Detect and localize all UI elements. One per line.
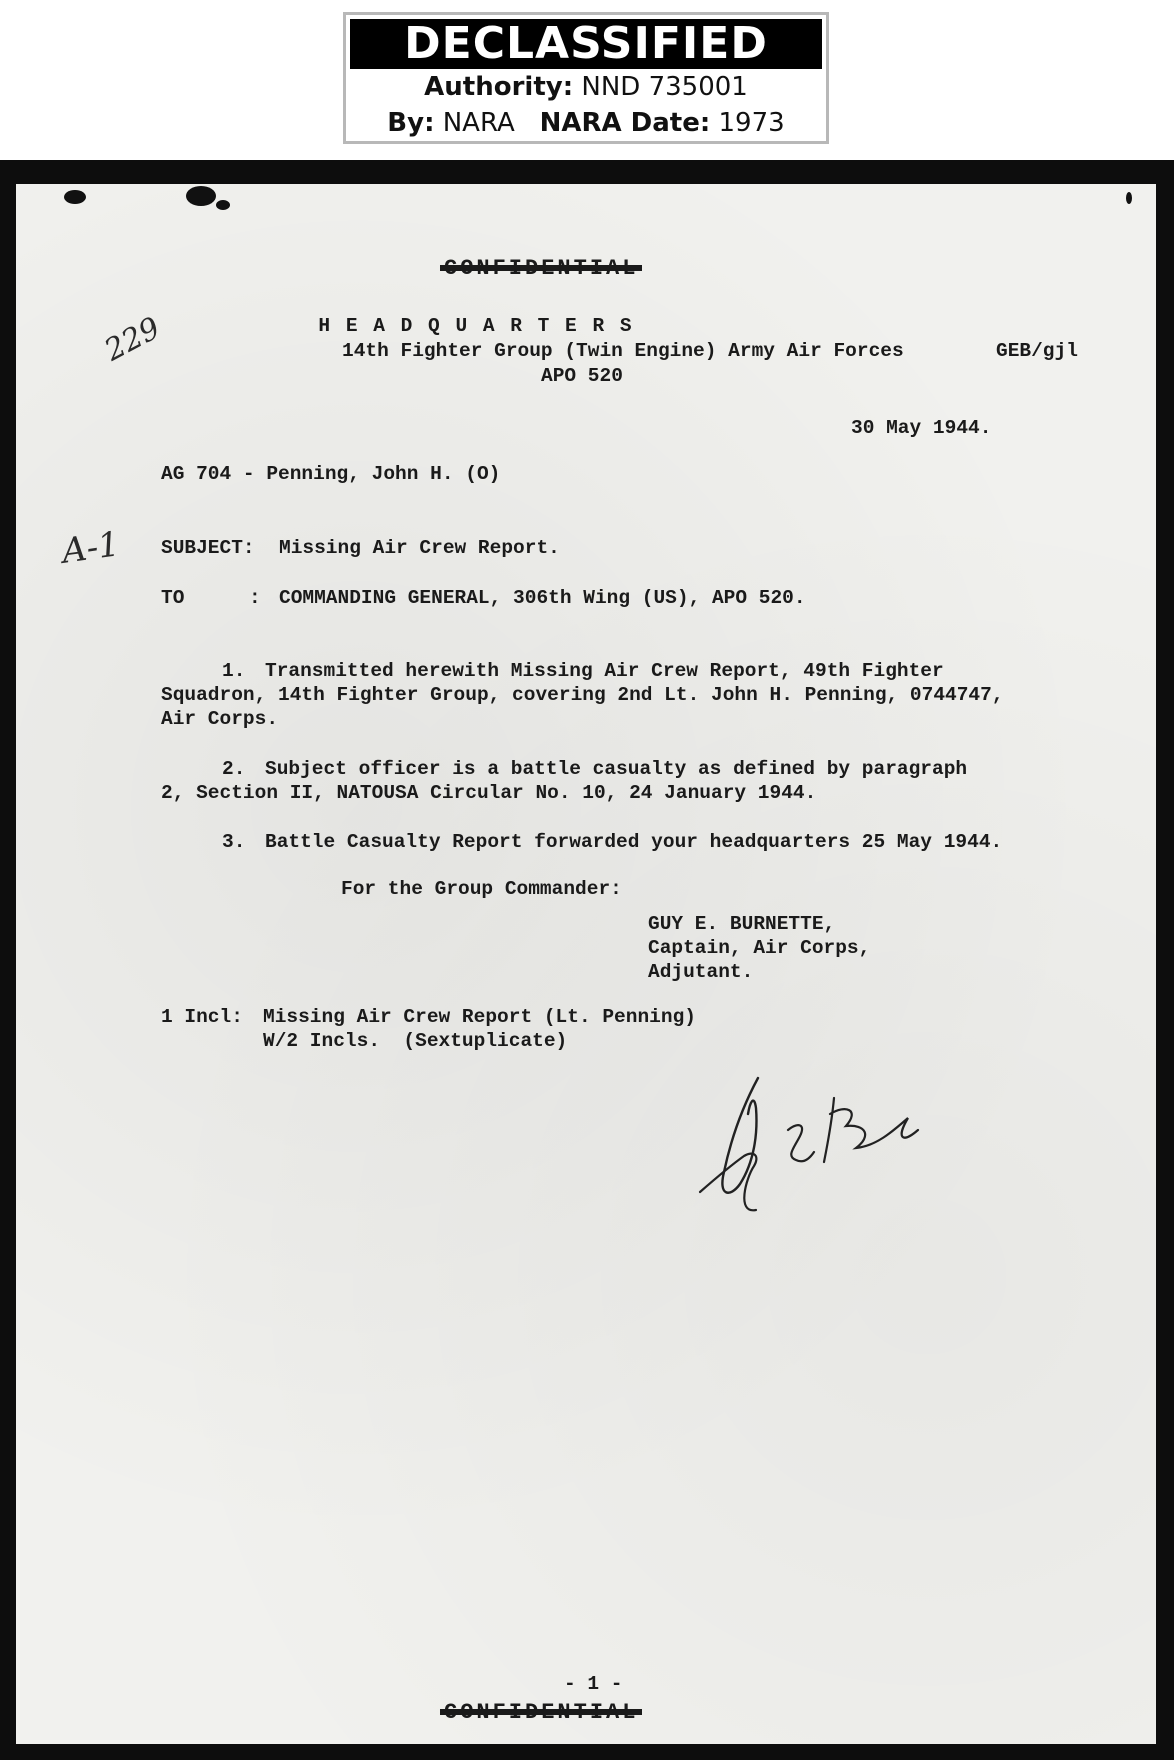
signatory-name: GUY E. BURNETTE,: [648, 913, 836, 935]
paragraph-3-line-1: Battle Casualty Report forwarded your headquarters 25 May 1944.: [265, 831, 1003, 853]
paragraph-1-line-2: Squadron, 14th Fighter Group, covering 2nd Lt. John H. Penning, 0744747,: [161, 684, 1004, 706]
stamp-authority-label: Authority:: [424, 72, 574, 102]
file-reference: AG 704 - Penning, John H. (O): [161, 463, 501, 485]
stamp-by-line: [346, 105, 826, 141]
paragraph-2-line-1: Subject officer is a battle casualty as defined by paragraph: [265, 758, 968, 780]
paragraph-3-number: 3.: [222, 831, 246, 853]
paragraph-1-number: 1.: [222, 660, 246, 682]
classification-bottom: [444, 1700, 638, 1725]
stamp-date-value: 1973: [718, 108, 785, 138]
classification-top: [444, 256, 638, 281]
stamp-by-value: NARA: [442, 108, 515, 138]
scan-frame: [0, 160, 1174, 1760]
stamp-title: DECLASSIFIED: [350, 19, 822, 69]
scan-smudge: [216, 200, 230, 210]
to-text: COMMANDING GENERAL, 306th Wing (US), APO 520.: [279, 587, 806, 609]
document-date: 30 May 1944.: [851, 417, 992, 439]
stamp-by-label: By:: [387, 108, 435, 138]
handwritten-margin-mark: A-1: [59, 524, 123, 572]
header-unit: 14th Fighter Group (Twin Engine) Army Air Forces: [342, 340, 904, 362]
stamp-date-label: NARA Date:: [539, 108, 711, 138]
paragraph-1-line-1: Transmitted herewith Missing Air Crew Report, 49th Fighter: [265, 660, 944, 682]
stamp-authority: [346, 69, 826, 105]
scan-smudge: [186, 186, 216, 206]
scan-smudge: [1126, 192, 1132, 204]
strikethrough: [440, 265, 642, 271]
scan-smudge: [64, 190, 86, 204]
stamp-authority-value: NND 735001: [581, 72, 748, 102]
signatory-rank: Captain, Air Corps,: [648, 937, 871, 959]
paragraph-2-line-2: 2, Section II, NATOUSA Circular No. 10, 24 January 1944.: [161, 782, 817, 804]
handwritten-signature: [696, 1074, 926, 1224]
header-apo: APO 520: [541, 365, 623, 387]
declassified-stamp: [343, 12, 829, 144]
enclosure-line-1: Missing Air Crew Report (Lt. Penning): [263, 1006, 696, 1028]
signatory-title: Adjutant.: [648, 961, 754, 983]
subject-label: SUBJECT:: [161, 537, 255, 559]
strikethrough: [440, 1709, 642, 1715]
enclosure-label: 1 Incl:: [161, 1006, 243, 1028]
enclosure-line-2: W/2 Incls. (Sextuplicate): [263, 1030, 568, 1052]
document-page: [16, 184, 1156, 1744]
handwritten-page-mark: 229: [99, 310, 167, 369]
header-headquarters: H E A D Q U A R T E R S: [318, 315, 634, 337]
paragraph-2-number: 2.: [222, 758, 246, 780]
to-label: TO: [161, 587, 185, 609]
paragraph-1-line-3: Air Corps.: [161, 708, 279, 730]
closing-line: For the Group Commander:: [341, 878, 622, 900]
to-separator: :: [249, 587, 261, 609]
page-number: - 1 -: [564, 1673, 623, 1695]
subject-text: Missing Air Crew Report.: [279, 537, 560, 559]
reference-initials: GEB/gjl: [996, 340, 1078, 362]
